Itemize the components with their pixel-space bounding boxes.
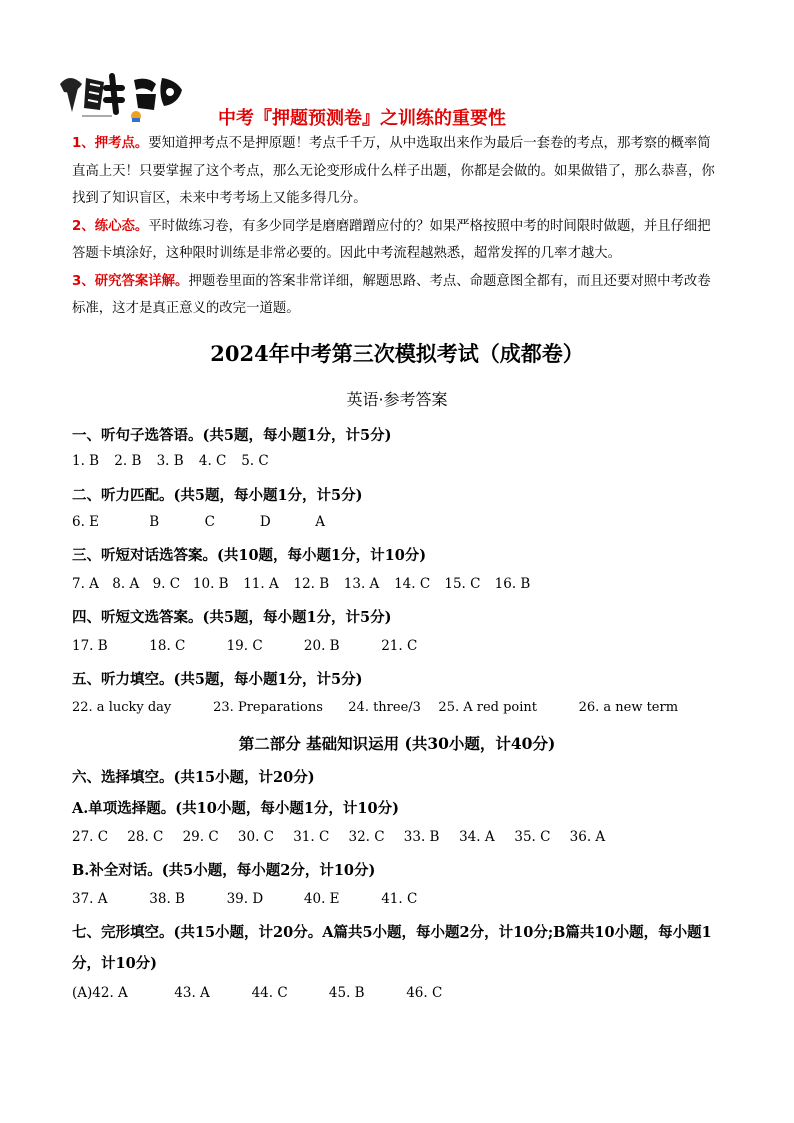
intro-item bbox=[72, 213, 724, 268]
answer-row bbox=[72, 985, 466, 1001]
exam-logo bbox=[52, 66, 192, 122]
answer: 18. C bbox=[149, 638, 186, 654]
answer: 9. C bbox=[152, 576, 181, 592]
answer: 23. Preparations bbox=[213, 700, 323, 715]
intro-label: 1、押考点。 bbox=[72, 136, 149, 151]
answer: 41. C bbox=[381, 891, 418, 907]
section-heading: 四、听短文选答案。(共5题，每小题1分，计5分) bbox=[72, 609, 392, 626]
section-heading: 三、听短对话选答案。(共10题，每小题1分，计10分) bbox=[72, 547, 427, 564]
answer: (A)42. A bbox=[72, 985, 128, 1001]
answer: B bbox=[149, 514, 160, 530]
section-heading: 六、选择填空。(共15小题，计20分) bbox=[72, 769, 315, 786]
answer: 29. C bbox=[182, 829, 219, 845]
answer: 35. C bbox=[514, 829, 551, 845]
part-heading: 第二部分 基础知识运用 (共30小题，计40分) bbox=[238, 734, 556, 753]
answer: 44. C bbox=[251, 985, 288, 1001]
answer: 1. B bbox=[72, 453, 100, 469]
answer-row bbox=[72, 700, 679, 715]
answer: 12. B bbox=[293, 576, 330, 592]
answer: 4. C bbox=[198, 453, 227, 469]
answer-row bbox=[72, 829, 610, 845]
section-heading: 七、完形填空。(共15小题，计20分。A篇共5小题，每小题2分，计10分;B篇共10小题，每小题1分，计10分) bbox=[72, 924, 712, 972]
answer: 32. C bbox=[348, 829, 385, 845]
answer: 30. C bbox=[237, 829, 274, 845]
answer: 34. A bbox=[459, 829, 495, 845]
section-heading: 一、听句子选答语。(共5题，每小题1分，计5分) bbox=[72, 427, 392, 444]
answer: 40. E bbox=[303, 891, 340, 907]
answer: 25. A red point bbox=[438, 700, 538, 715]
answer: 36. A bbox=[569, 829, 606, 845]
answer: 43. A bbox=[174, 985, 210, 1001]
answer-row bbox=[72, 576, 541, 592]
answer: 11. A bbox=[243, 576, 279, 592]
answer: 45. B bbox=[328, 985, 365, 1001]
answer: D bbox=[259, 514, 271, 530]
intro-text: 押题卷里面的答案非常详细，解题思路、考点、命题意图全都有，而且还要对照中考改卷标准，这才是真正意义的改完一道题。 bbox=[72, 273, 711, 316]
answer-row bbox=[72, 891, 441, 907]
answer: 7. A bbox=[72, 576, 99, 592]
intro-text: 要知道押考点不是押原题！考点千千万，从中选取出来作为最后一套卷的考点，那考察的概率简直高上天！只要掌握了这个考点，那么无论变形成什么样子出题，你都是会做的。如果做错了，那么恭喜，你找到了知识盲区，未来中考考场上又能多得几分。 bbox=[72, 136, 715, 206]
intro-text: 平时做练习卷，有多少同学是磨磨蹭蹭应付的？如果严格按照中考的时间限时做题，并且仔细把答题卡填涂好，这种限时训练是非常必要的。因此中考流程越熟悉，超常发挥的几率才越大。 bbox=[72, 218, 711, 261]
intro-label: 2、练心态。 bbox=[72, 218, 149, 234]
subsection-heading: B.补全对话。(共5小题，每小题2分，计10分) bbox=[72, 862, 376, 879]
answer: 8. A bbox=[112, 576, 140, 592]
intro-paragraphs bbox=[72, 130, 724, 323]
answer: 3. B bbox=[156, 453, 184, 469]
intro-item bbox=[72, 130, 724, 213]
answer: 28. C bbox=[127, 829, 164, 845]
section-heading: 二、听力匹配。(共5题，每小题1分，计5分) bbox=[72, 487, 363, 504]
answer: A bbox=[315, 514, 325, 530]
answer: 24. three/3 bbox=[348, 700, 421, 715]
answer-row bbox=[72, 453, 279, 469]
answer: 16. B bbox=[494, 576, 531, 592]
answer: 21. C bbox=[381, 638, 418, 654]
answer-row bbox=[72, 638, 441, 654]
document-title: 2024年中考第三次模拟考试（成都卷） bbox=[210, 341, 584, 366]
answer: 33. B bbox=[403, 829, 440, 845]
banner-title: 中考『押题预测卷』之训练的重要性 bbox=[218, 108, 506, 129]
answer: 26. a new term bbox=[578, 700, 679, 715]
answer: 13. A bbox=[343, 576, 380, 592]
intro-item bbox=[72, 268, 724, 323]
subsection-heading: A.单项选择题。(共10小题，每小题1分，计10分) bbox=[72, 800, 399, 817]
answer: C bbox=[204, 514, 215, 530]
answer: 5. C bbox=[241, 453, 269, 469]
answer: 31. C bbox=[293, 829, 330, 845]
answer: 15. C bbox=[444, 576, 481, 592]
answer: 37. A bbox=[72, 891, 108, 907]
answer: 39. D bbox=[226, 891, 264, 907]
answer: 22. a lucky day bbox=[72, 700, 172, 715]
document-subtitle: 英语·参考答案 bbox=[346, 390, 448, 409]
answer: 27. C bbox=[72, 829, 109, 845]
answer: 38. B bbox=[149, 891, 185, 907]
answer: 19. C bbox=[226, 638, 263, 654]
answer: 2. B bbox=[114, 453, 142, 469]
answer: 10. B bbox=[192, 576, 229, 592]
answer: 6. E bbox=[72, 514, 100, 530]
answer: 17. B bbox=[72, 638, 108, 654]
intro-label: 3、研究答案详解。 bbox=[72, 273, 189, 289]
answer: 14. C bbox=[394, 576, 431, 592]
section-heading: 五、听力填空。(共5题，每小题1分，计5分) bbox=[72, 671, 363, 688]
answer: 20. B bbox=[303, 638, 340, 654]
answer-row bbox=[72, 514, 355, 530]
answer: 46. C bbox=[406, 985, 443, 1001]
